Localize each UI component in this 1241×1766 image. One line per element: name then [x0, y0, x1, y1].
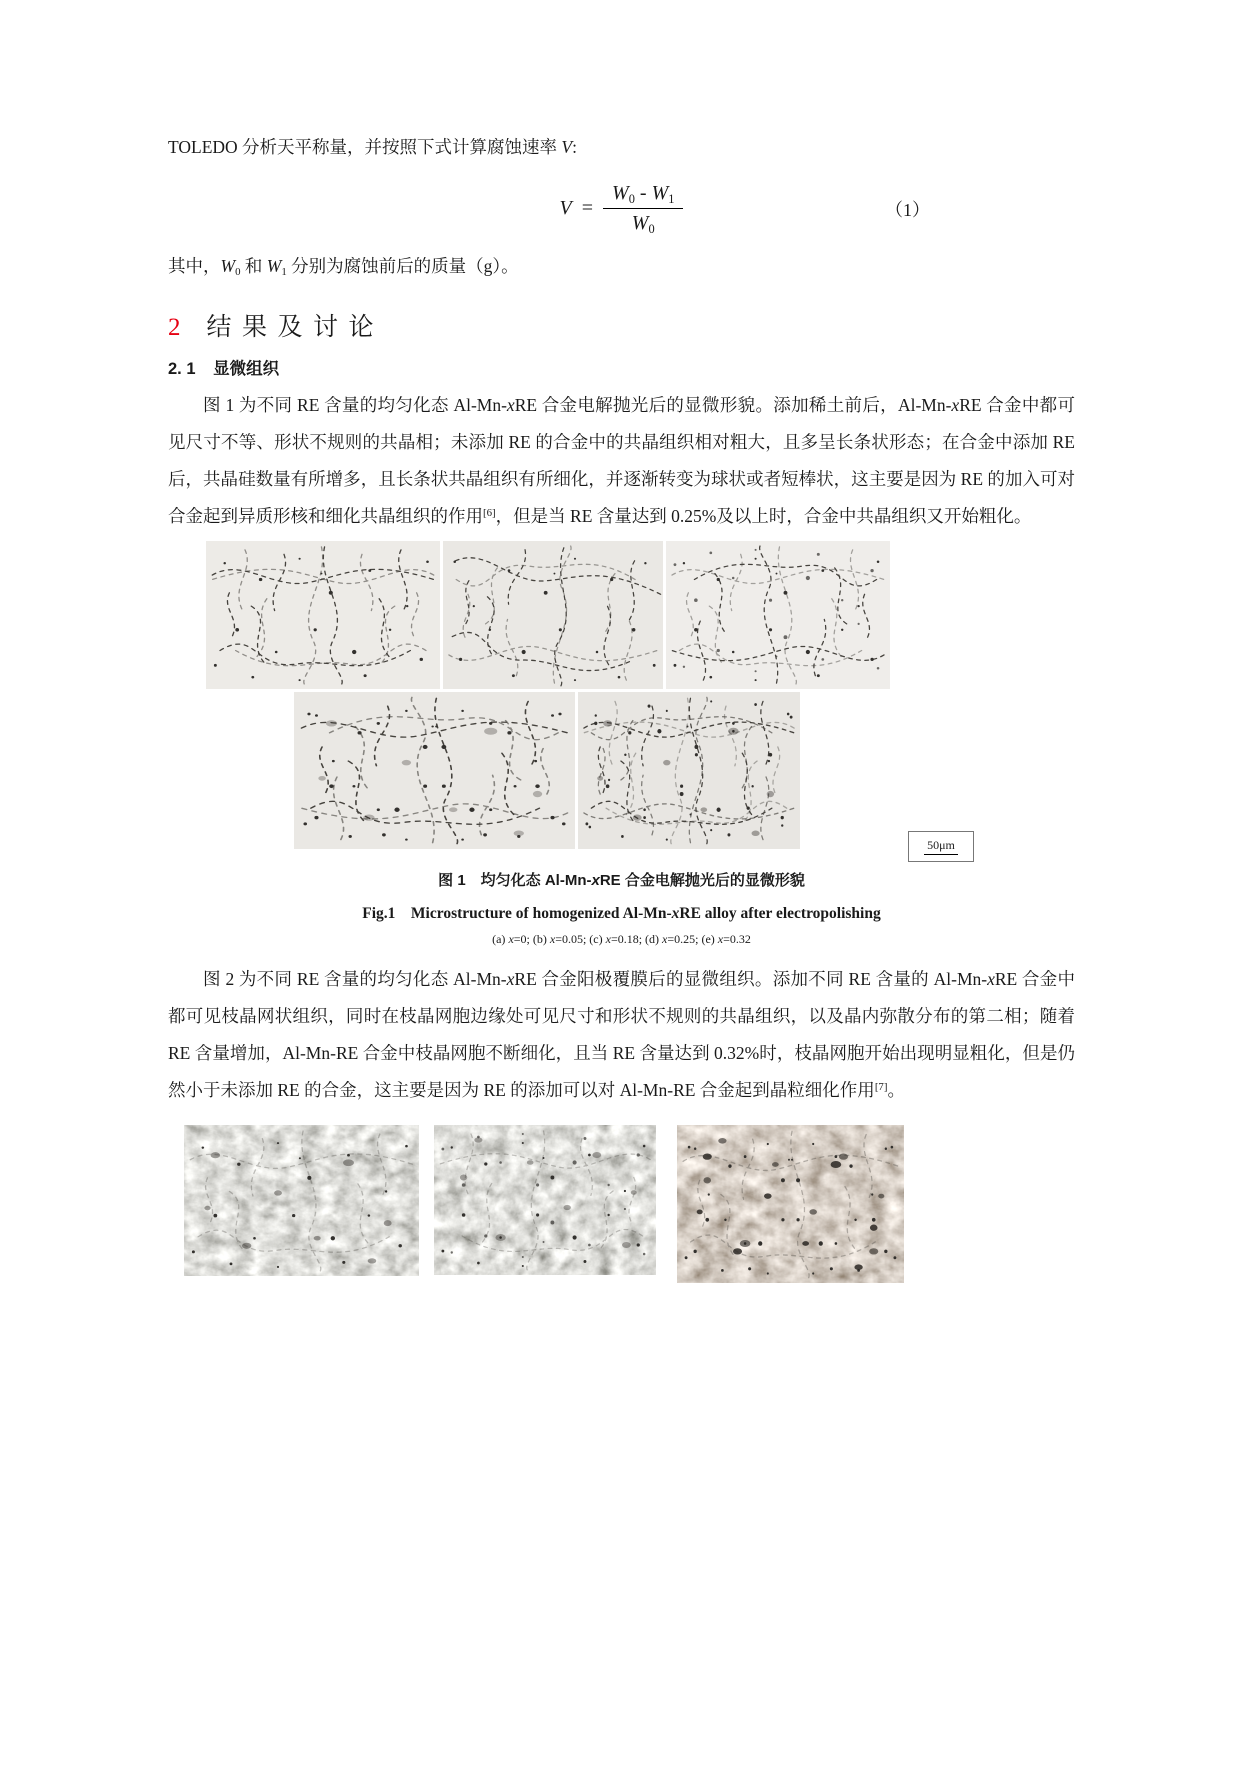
equation-numerator: $W_0 - W_1$ [603, 182, 683, 209]
micrograph-1a [206, 541, 440, 689]
subsection-title: 显微组织 [213, 360, 280, 378]
micrograph-2c-canvas [677, 1125, 904, 1283]
section-title: 结果及讨论 [206, 314, 385, 341]
micrograph-1c [666, 541, 890, 689]
micrograph-1e [578, 692, 800, 849]
micrograph-1b [443, 541, 663, 689]
equation-number: （1） [885, 199, 930, 220]
figure-1 [168, 541, 1075, 947]
micrograph-2b [434, 1125, 656, 1275]
scale-bar-label: 50μm [924, 838, 958, 855]
figure-1-images [168, 541, 1075, 852]
after-equation-text: 其中，$W_0$ 和 $W_1$ 分别为腐蚀前后的质量（g）。 [168, 256, 519, 279]
figure-1-caption [168, 869, 1075, 947]
scale-bar [908, 831, 974, 862]
equation-denominator: $W_0$ [631, 212, 655, 236]
section-number: 2 [168, 314, 181, 341]
figure-1-caption-en: Fig.1 Microstructure of homogenized Al-Mn-xRE alloy after electropolishing [362, 905, 881, 922]
figure-1-row-2 [294, 692, 1075, 849]
micrograph-1e-canvas [578, 692, 800, 849]
figure-2 [184, 1125, 1075, 1283]
figure-1-caption-cn: 图 1 均匀化态 Al-Mn-xRE 合金电解抛光后的显微形貌 [438, 872, 805, 889]
intro-text: TOLEDO 分析天平称量，并按照下式计算腐蚀速率 V: [168, 137, 577, 157]
equation-equals: = [581, 197, 594, 219]
micrograph-1c-canvas [666, 541, 890, 689]
paragraph-1: 图 1 为不同 RE 含量的均匀化态 Al-Mn-xRE 合金电解抛光后的显微形貌。添加稀土前后，Al-Mn-xRE 合金中都可见尺寸不等、形状不规则的共晶相；未添加 RE 的合金中的共晶组织相对粗大，且多呈长条状形态；在合金中添加 RE 后，共晶硅数量有所增多，且长条状共晶组织有所细化，并逐渐转变为球状或者短棒状，这主要是因为 RE 的加入可对合金起到异质形核和细化共晶组织的作用[6]，但是当 RE 含量达到 0.25%及以上时，合金中共晶组织又开始粗化。 [168, 395, 1075, 526]
equation-1 [168, 182, 1075, 235]
equation-fraction [603, 182, 683, 235]
section-heading [168, 307, 1075, 343]
micrograph-2a [184, 1125, 419, 1276]
micrograph-1d [294, 692, 575, 849]
subsection-heading [168, 355, 1075, 379]
micrograph-2b-canvas [434, 1125, 656, 1275]
micrograph-2c [677, 1125, 904, 1283]
figure-1-row-1 [206, 541, 1075, 689]
equation-lhs: V [559, 197, 572, 219]
micrograph-2a-canvas [184, 1125, 419, 1276]
subsection-number: 2. 1 [168, 360, 196, 378]
paragraph-2: 图 2 为不同 RE 含量的均匀化态 Al-Mn-xRE 合金阳极覆膜后的显微组织。添加不同 RE 含量的 Al-Mn-xRE 合金中都可见枝晶网状组织，同时在枝晶网胞边缘处可见尺寸和形状不规则的共晶组织，以及晶内弥散分布的第二相；随着 RE 含量增加，Al-Mn-RE 合金中枝晶网胞不断细化，且当 RE 含量达到 0.32%时，枝晶网胞开始出现明显粗化，但是仍然小于未添加 RE 的合金，这主要是因为 RE 的添加可以对 Al-Mn-RE 合金起到晶粒细化作用[7]。 [168, 969, 1075, 1100]
figure-1-caption-labels: (a) x=0; (b) x=0.05; (c) x=0.18; (d) x=0.25; (e) x=0.32 [492, 932, 751, 946]
micrograph-1b-canvas [443, 541, 663, 689]
micrograph-1a-canvas [206, 541, 440, 689]
micrograph-1d-canvas [294, 692, 575, 849]
